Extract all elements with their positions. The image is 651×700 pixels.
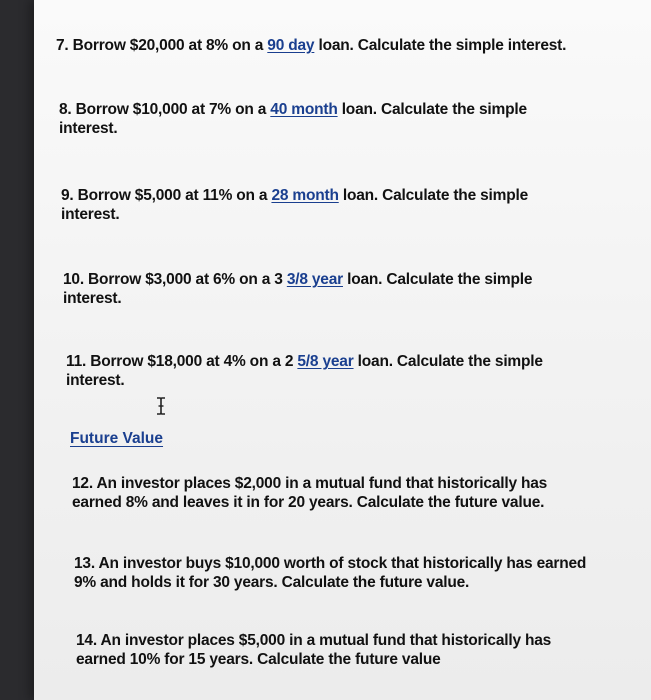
problem-8-text-start: 8. Borrow $10,000 at 7% on a xyxy=(59,101,271,118)
problem-14 xyxy=(76,631,551,669)
problem-9 xyxy=(61,186,528,224)
problem-10 xyxy=(63,270,532,308)
problem-9-text-start: 9. Borrow $5,000 at 11% on a xyxy=(61,187,272,204)
problem-11-text-start: 11. Borrow $18,000 at 4% on a 2 xyxy=(66,353,298,370)
problem-10-text-start: 10. Borrow $3,000 at 6% on a 3 xyxy=(63,271,287,288)
problem-14-line2: earned 10% for 15 years. Calculate the future value xyxy=(76,651,441,668)
section-heading-future-value: Future Value xyxy=(70,430,164,447)
problem-10-text-end: loan. Calculate the simple xyxy=(342,271,533,288)
problem-9-text-end: loan. Calculate the simple xyxy=(338,187,529,204)
text-cursor-ibeam-icon xyxy=(154,396,168,416)
problem-10-line2: interest. xyxy=(63,290,122,307)
problem-7-term: 90 day xyxy=(267,37,315,54)
problem-8-line2: interest. xyxy=(59,120,118,137)
problem-12 xyxy=(72,474,547,512)
problem-12-line2: earned 8% and leaves it in for 20 years. Calculate the future value. xyxy=(72,494,545,511)
problem-12-line1: 12. An investor places $2,000 in a mutual fund that historically has xyxy=(72,475,548,492)
problem-11-text-end: loan. Calculate the simple xyxy=(353,353,543,370)
problem-8-term: 40 month xyxy=(270,101,338,118)
problem-8-text-end: loan. Calculate the simple xyxy=(337,101,527,118)
problem-13-line1: 13. An investor buys $10,000 worth of stock that historically has earned xyxy=(74,555,587,572)
problem-8 xyxy=(59,100,527,138)
problem-11-term: 5/8 year xyxy=(297,353,354,370)
problem-14-line1: 14. An investor places $5,000 in a mutual fund that historically has xyxy=(76,632,552,649)
problem-9-line2: interest. xyxy=(61,206,120,223)
problem-9-term: 28 month xyxy=(271,187,339,204)
document-page xyxy=(34,0,651,700)
problem-11 xyxy=(66,352,543,390)
problem-7 xyxy=(56,36,566,55)
problem-7-text-start: 7. Borrow $20,000 at 8% on a xyxy=(56,37,268,54)
problem-13-line2: 9% and holds it for 30 years. Calculate the future value. xyxy=(74,574,470,591)
problem-10-term: 3/8 year xyxy=(286,271,343,288)
problem-7-text-end: loan. Calculate the simple interest. xyxy=(314,37,567,54)
problem-11-line2: interest. xyxy=(66,372,125,389)
problem-13 xyxy=(74,554,586,592)
